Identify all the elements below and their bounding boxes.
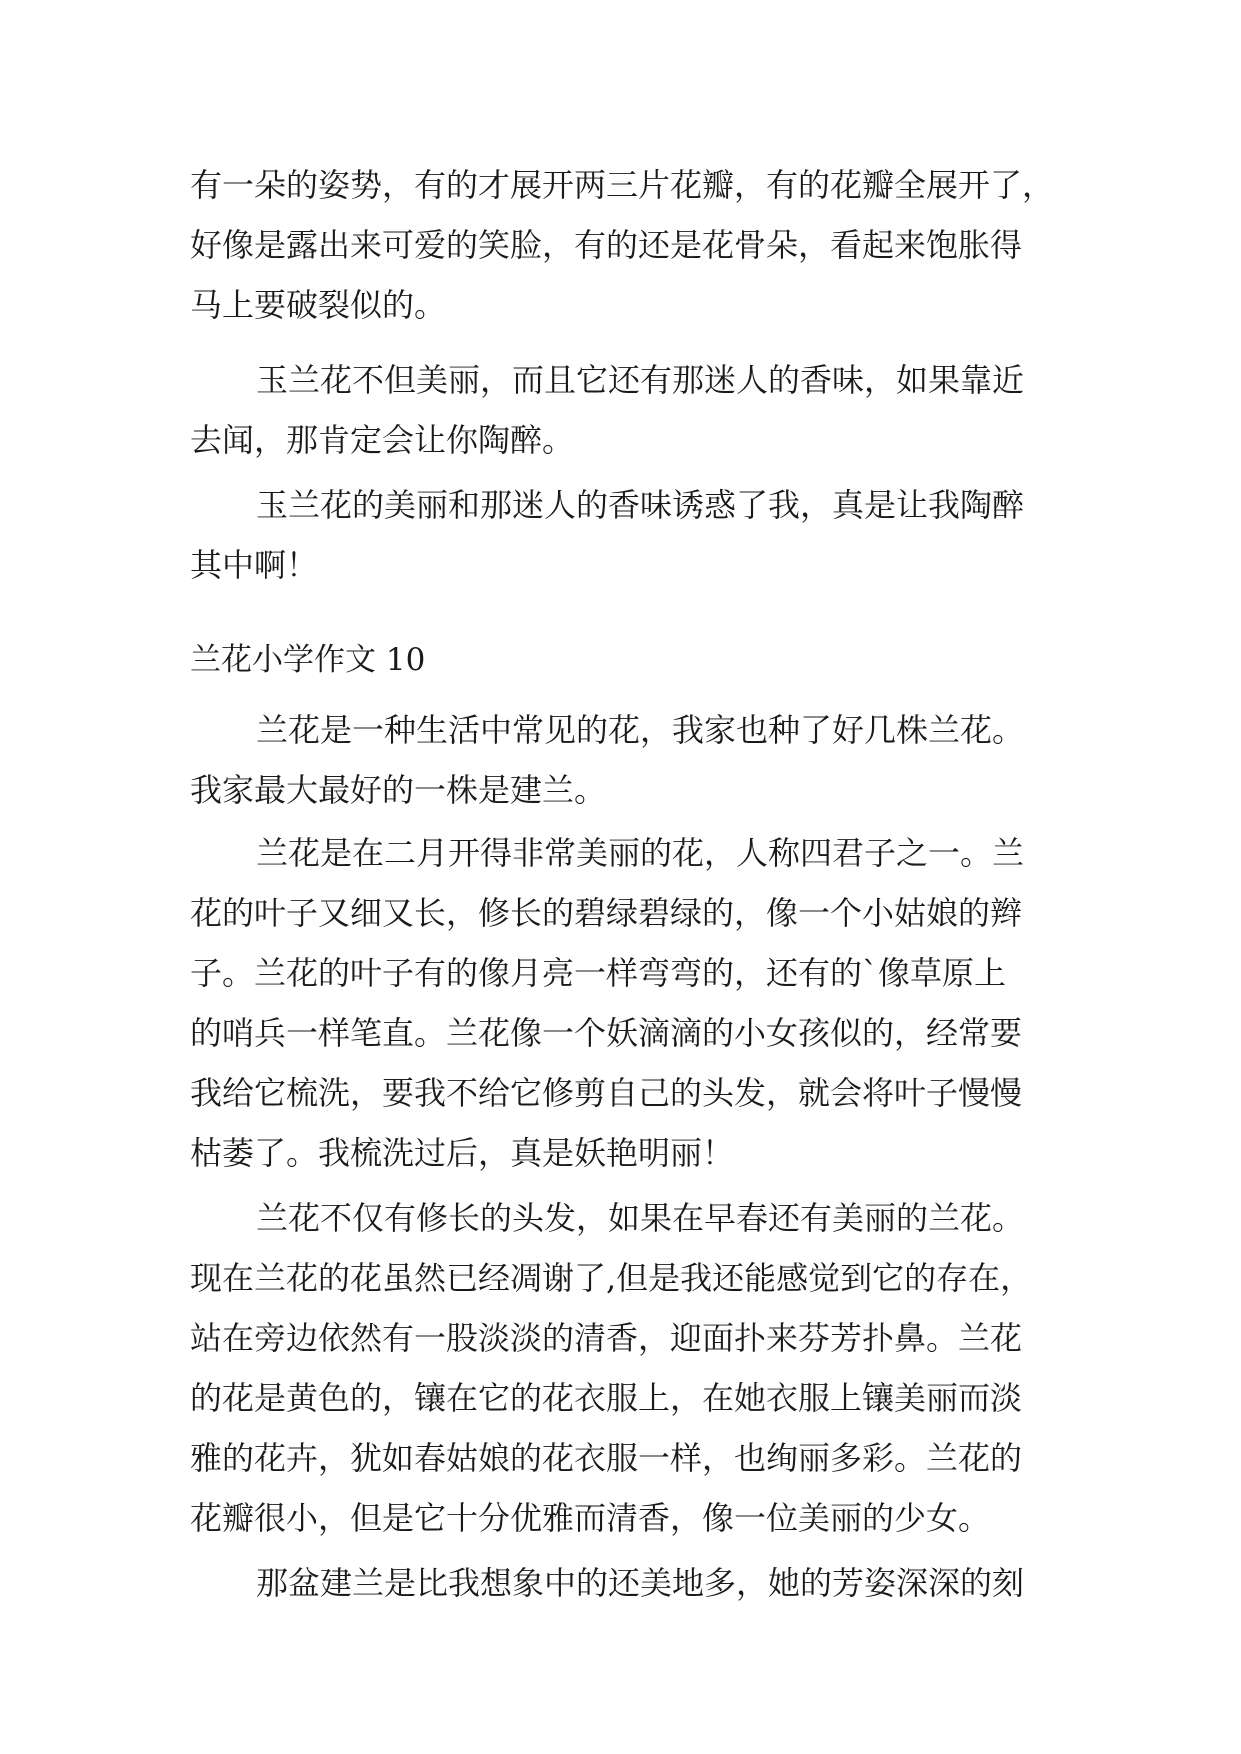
text-line: 花的叶子又细又长，修长的碧绿碧绿的，像一个小姑娘的辫 [190,894,1023,932]
text-line: 枯萎了。我梳洗过后，真是妖艳明丽！ [190,1134,735,1172]
paragraph-first-line: 兰花是在二月开得非常美丽的花，人称四君子之一。兰 [256,834,1025,872]
text-line: 去闻，那肯定会让你陶醉。 [190,421,575,459]
paragraph-first-line: 那盆建兰是比我想象中的还美地多，她的芳姿深深的刻 [256,1564,1025,1602]
text-line: 我给它梳洗，要我不给它修剪自己的头发，就会将叶子慢慢 [190,1074,1023,1112]
paragraph-first-line: 兰花不仅有修长的头发，如果在早春还有美丽的兰花。 [256,1199,1025,1237]
paragraph-first-line: 兰花是一种生活中常见的花，我家也种了好几株兰花。 [256,711,1025,749]
text-line: 雅的花卉，犹如春姑娘的花衣服一样，也绚丽多彩。兰花的 [190,1439,1023,1477]
text-line: 马上要破裂似的。 [190,286,447,324]
section-heading: 兰花小学作文 10 [190,642,426,678]
text-line: 站在旁边依然有一股淡淡的清香，迎面扑来芬芳扑鼻。兰花 [190,1319,1023,1357]
paragraph-first-line: 玉兰花不但美丽，而且它还有那迷人的香味，如果靠近 [256,361,1025,399]
text-line: 现在兰花的花虽然已经凋谢了,但是我还能感觉到它的存在， [190,1259,1033,1297]
paragraph-first-line: 玉兰花的美丽和那迷人的香味诱惑了我，真是让我陶醉 [256,486,1025,524]
text-line: 其中啊！ [190,546,319,584]
text-line: 的花是黄色的，镶在它的花衣服上，在她衣服上镶美丽而淡 [190,1379,1023,1417]
text-line: 子。兰花的叶子有的像月亮一样弯弯的，还有的`像草原上 [190,954,1007,992]
text-line: 的哨兵一样笔直。兰花像一个妖滴滴的小女孩似的，经常要 [190,1014,1023,1052]
text-line: 我家最大最好的一株是建兰。 [190,771,607,809]
text-line: 有一朵的姿势，有的才展开两三片花瓣，有的花瓣全展开了， [190,166,1055,204]
text-line: 好像是露出来可爱的笑脸，有的还是花骨朵，看起来饱胀得 [190,226,1023,264]
text-line: 花瓣很小，但是它十分优雅而清香，像一位美丽的少女。 [190,1499,991,1537]
